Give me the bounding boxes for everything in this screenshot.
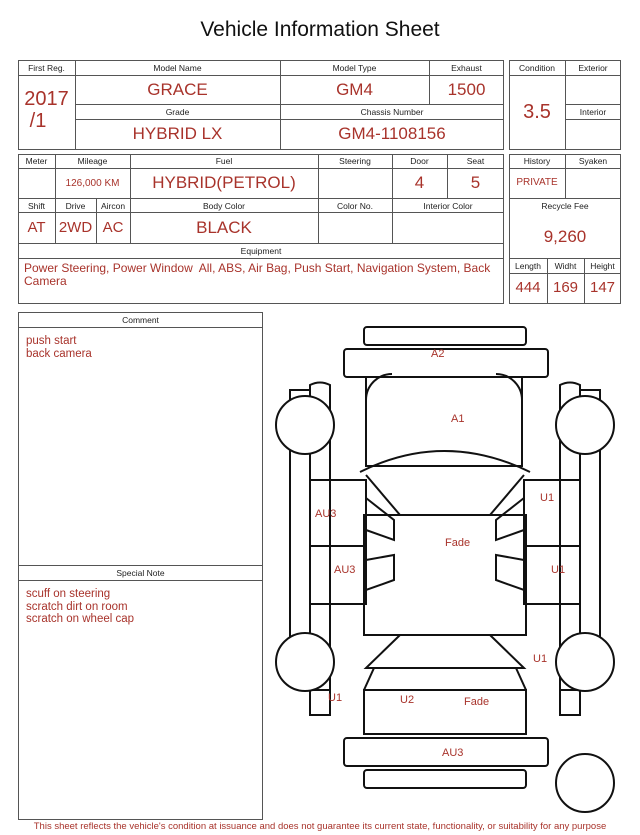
seat-value: 5	[470, 173, 481, 192]
spare-wheel	[556, 754, 614, 812]
mark-au3-left-front: AU3	[315, 508, 337, 520]
model-name-value: GRACE	[147, 80, 208, 99]
mark-u1-left-back: U1	[328, 692, 343, 704]
width-label: Widht	[554, 261, 577, 271]
drive-value: 2WD	[58, 219, 93, 236]
height-value: 147	[589, 279, 616, 296]
mark-u2-trunk: U2	[400, 694, 415, 706]
rear-left-wheel	[276, 633, 334, 691]
mileage-label: Mileage	[77, 156, 108, 166]
first-reg-year: 2017	[24, 88, 69, 110]
mark-u1-right-back: U1	[533, 653, 548, 665]
mileage-value: 126,000 KM	[65, 178, 120, 189]
model-type-value: GM4	[336, 80, 373, 99]
mark-u1-right-front: U1	[540, 492, 555, 504]
drive-label: Drive	[65, 201, 86, 211]
mark-fade-trunk: Fade	[464, 696, 490, 708]
grade-value: HYBRID LX	[132, 124, 223, 143]
recycle-fee-label: Recycle Fee	[541, 201, 589, 211]
fuel-label: Fuel	[215, 156, 233, 166]
model-name-label: Model Name	[153, 63, 202, 73]
door-label: Door	[410, 156, 429, 166]
length-value: 444	[515, 279, 541, 296]
equipment-value: Power Steering, Power Window All, ABS, Air Bag, Push Start, Navigation System, Back Camera	[24, 261, 491, 288]
condition-label: Condition	[519, 63, 555, 73]
chassis-number-label: Chassis Number	[360, 107, 424, 117]
first-reg-month: /1	[29, 110, 47, 132]
front-right-wheel	[556, 396, 614, 454]
grade-label: Grade	[165, 107, 190, 117]
condition-grade: 3.5	[523, 101, 551, 123]
mark-u1-right-rear: U1	[551, 564, 566, 576]
aircon-value: AC	[102, 219, 124, 236]
meter-label: Meter	[25, 156, 48, 166]
exhaust-label: Exhaust	[451, 63, 482, 73]
interior-color-label: Interior Color	[423, 201, 473, 211]
special-note-label: Special Note	[116, 568, 165, 578]
shift-label: Shift	[27, 201, 45, 211]
history-value: PRIVATE	[516, 177, 558, 188]
mark-a2: A2	[431, 348, 445, 360]
comment-label: Comment	[122, 315, 159, 325]
mark-au3-rear-bumper: AU3	[442, 747, 464, 759]
body-color-label: Body Color	[202, 201, 246, 211]
color-no-label: Color No.	[337, 201, 373, 211]
exterior-label: Exterior	[578, 63, 608, 73]
aircon-label: Aircon	[100, 201, 126, 211]
width-value: 169	[552, 279, 579, 296]
interior-label: Interior	[579, 107, 607, 117]
length-label: Length	[515, 261, 541, 271]
seat-label: Seat	[466, 156, 485, 166]
disclaimer-footer: This sheet reflects the vehicle's condition at issuance and does not guarantee its current state, functionality, or suitability for any purpose	[33, 821, 607, 832]
chassis-number-value: GM4-1108156	[338, 124, 446, 143]
history-label: History	[523, 156, 551, 166]
special-note-text: scuff on steering scratch dirt on room scratch on wheel cap	[26, 588, 135, 625]
mark-au3-left-rear: AU3	[334, 564, 356, 576]
exhaust-value: 1500	[447, 80, 486, 99]
syaken-label: Syaken	[578, 156, 608, 166]
fuel-value: HYBRID(PETROL)	[152, 173, 296, 192]
rear-right-wheel	[556, 633, 614, 691]
comment-text: push start back camera	[26, 335, 92, 360]
body-color-value: BLACK	[196, 218, 252, 237]
model-type-label: Model Type	[332, 63, 377, 73]
steering-label: Steering	[339, 156, 371, 166]
front-left-wheel	[276, 396, 334, 454]
mark-a1: A1	[451, 413, 465, 425]
mark-fade-roof: Fade	[445, 537, 471, 549]
height-label: Height	[590, 261, 615, 271]
door-value: 4	[414, 173, 425, 192]
equipment-label: Equipment	[240, 246, 282, 256]
sheet-title: Vehicle Information Sheet	[200, 18, 440, 41]
shift-value: AT	[27, 219, 46, 236]
first-reg-label: First Reg.	[28, 63, 65, 73]
recycle-fee-value: 9,260	[543, 227, 587, 246]
